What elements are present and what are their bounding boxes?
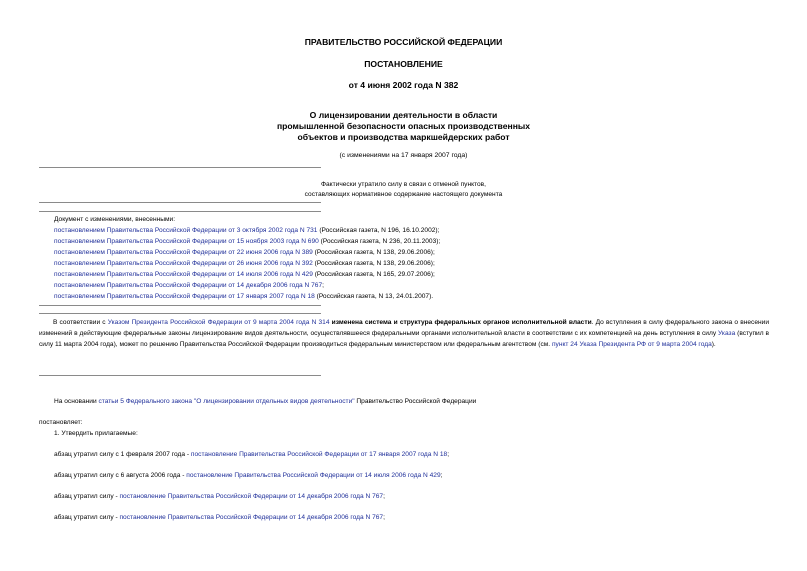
paragraph-text: ; xyxy=(383,514,385,521)
document-title-line-1: О лицензировании деятельности в области xyxy=(309,110,498,120)
publication-info: (Российская газета, N 196, 16.10.2002); xyxy=(317,227,440,234)
paragraph-text: В соответствии с xyxy=(53,319,108,326)
status-note-line-1: Фактически утратило силу в связи с отменой пунктов, xyxy=(320,181,486,188)
amendment-link[interactable]: постановлением Правительства Российской Федерации от 17 января 2007 года N 18 xyxy=(54,293,315,300)
decree-short-link[interactable]: Указа xyxy=(718,329,736,337)
paragraph-text: ; xyxy=(383,493,385,500)
status-note-line-2: составляющих нормативное содержание настоящего документа xyxy=(304,191,503,198)
paragraph-text: ; xyxy=(447,451,450,458)
law-article-link[interactable]: статьи 5 Федерального закона "О лицензировании отдельных видов деятельности" xyxy=(98,398,355,405)
document-type: ПОСТАНОВЛЕНИЕ xyxy=(364,59,443,69)
amendment-link[interactable]: постановлением Правительства Российской Федерации от 14 декабря 2006 года N 767 xyxy=(54,282,323,289)
amendment-link[interactable]: постановление Правительства Российской Федерации от 14 декабря 2006 года N 767 xyxy=(119,514,384,521)
paragraph-text: ; xyxy=(440,472,443,479)
paragraph-text: абзац утратил силу с 6 августа 2006 года - xyxy=(54,472,187,479)
amendment-link[interactable]: постановлением Правительства Российской Федерации от 14 июля 2006 года N 429 xyxy=(54,271,313,278)
item-1-text: 1. Утвердить прилагаемые: xyxy=(54,430,138,437)
publication-info: (Российская газета, N 138, 29.06.2006); xyxy=(312,260,435,267)
list-item xyxy=(54,293,433,300)
publication-info: (Российская газета, N 236, 20.11.2003); xyxy=(318,238,441,245)
divider xyxy=(39,375,321,376)
decree-commentary xyxy=(39,318,769,350)
divider xyxy=(39,202,321,203)
emphasis-text: изменена система и структура федеральных органов исполнительной власти xyxy=(329,319,592,326)
amendment-link[interactable]: постановлением Правительства Российской Федерации от 22 июня 2006 года N 389 xyxy=(54,249,313,256)
amendment-link[interactable]: постановление Правительства Российской Федерации от 17 января 2007 года N 18 xyxy=(190,451,448,458)
document-title-line-3: объектов и производства маркшейдерских работ xyxy=(297,132,510,142)
divider xyxy=(39,211,321,212)
amendment-link[interactable]: постановлением Правительства Российской Федерации от 3 октября 2002 года N 731 xyxy=(54,227,318,234)
list-item xyxy=(54,271,435,278)
lapsed-paragraph xyxy=(54,514,385,521)
list-item xyxy=(54,227,439,234)
paragraph-text: абзац утратил силу - xyxy=(54,493,120,500)
changes-intro: Документ с изменениями, внесенными: xyxy=(54,216,176,223)
paragraph-text: ). xyxy=(711,340,716,348)
divider xyxy=(39,313,321,314)
paragraph-text: . До вступления в силу федерального закона о внесении изменений в действующие федеральные законы лицензирование видов деятельности, осуществлявшееся федеральными органами исполнительной власти в соответствии с их компетенцией на день вступления в силу xyxy=(39,319,770,337)
list-item xyxy=(54,249,435,256)
lapsed-paragraph xyxy=(54,451,449,458)
lapsed-paragraph xyxy=(54,472,442,479)
paragraph-text: абзац утратил силу с 1 февраля 2007 года - xyxy=(54,451,191,458)
amendment-link[interactable]: постановлением Правительства Российской Федерации от 26 июня 2006 года N 392 xyxy=(54,260,313,267)
amendment-link[interactable]: постановление Правительства Российской Федерации от 14 декабря 2006 года N 767 xyxy=(119,493,384,500)
basis-paragraph xyxy=(54,398,476,405)
publication-info: ; xyxy=(322,282,324,289)
publication-info: (Российская газета, N 165, 29.07.2006); xyxy=(312,271,435,278)
decree-link[interactable]: Указом Президента Российской Федерации от 9 марта 2004 года N 314 xyxy=(107,319,330,326)
paragraph-text: (вступил в силу 11 марта 2004 года), может по решению Правительства Российской Федерации производиться федеральным министерством или федеральным агентством (см. xyxy=(39,329,769,348)
decree-paragraph-link[interactable]: пункт 24 Указа Президента РФ от 9 марта 2004 года xyxy=(551,340,712,348)
publication-info: (Российская газета, N 138, 29.06.2006); xyxy=(312,249,435,256)
list-item xyxy=(54,260,435,267)
publication-info: (Российская газета, N 13, 24.01.2007). xyxy=(314,293,434,300)
paragraph-text: На основании xyxy=(54,398,99,405)
government-heading: ПРАВИТЕЛЬСТВО РОССИЙСКОЙ ФЕДЕРАЦИИ xyxy=(304,37,503,47)
amendment-link[interactable]: постановлением Правительства Российской Федерации от 15 ноября 2003 года N 690 xyxy=(54,238,319,245)
lapsed-paragraph xyxy=(54,493,385,500)
paragraph-text: абзац утратил силу - xyxy=(54,514,120,521)
document-date-number: от 4 июня 2002 года N 382 xyxy=(348,80,459,90)
list-item xyxy=(54,238,440,245)
paragraph-text: Правительство Российской Федерации xyxy=(354,398,477,405)
divider xyxy=(39,167,321,168)
resolves-text: постановляет: xyxy=(39,419,83,426)
list-item xyxy=(54,282,324,289)
amendment-date: (с изменениями на 17 января 2007 года) xyxy=(339,152,468,159)
document-title-line-2: промышленной безопасности опасных производственных xyxy=(276,121,530,131)
divider xyxy=(39,305,321,306)
amendment-link[interactable]: постановление Правительства Российской Федерации от 14 июля 2006 года N 429 xyxy=(186,472,441,479)
